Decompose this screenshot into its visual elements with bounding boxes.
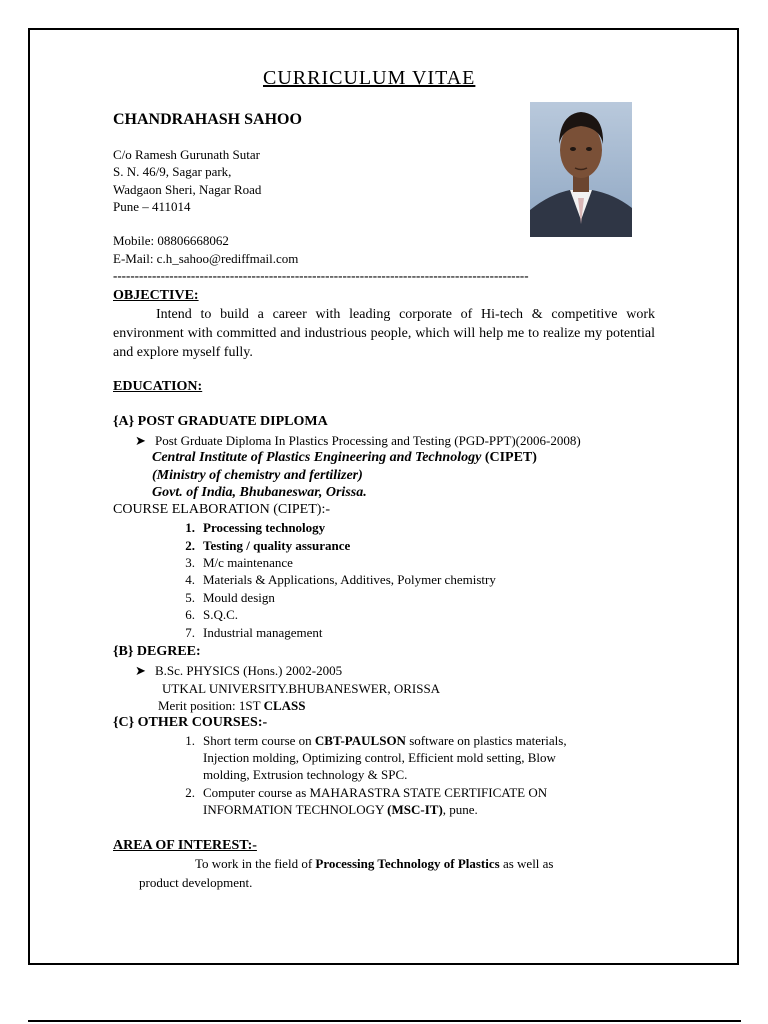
page-title: CURRICULUM VITAE (263, 67, 476, 89)
course-heading: COURSE ELABORATION (CIPET):- (113, 502, 330, 517)
degree-heading: {B} DEGREE: (113, 644, 201, 659)
course-item-number: 1. (185, 733, 195, 748)
pgd-institute (152, 451, 537, 465)
interest-text-line2: product development. (139, 875, 253, 890)
arrow-bullet-icon: ➤ (135, 663, 146, 678)
other-course-text: , pune. (442, 802, 478, 817)
address-line: C/o Ramesh Gurunath Sutar (113, 147, 260, 162)
separator-line: ------------------------------------------------------------------------------------------------ (113, 269, 529, 282)
degree-item-text: B.Sc. PHYSICS (Hons.) 2002-2005 (155, 663, 343, 678)
pgd-govt: Govt. of India, Bhubaneswar, Orissa. (152, 485, 367, 500)
other-course-item (181, 734, 567, 747)
other-course-text: Computer course as MAHARASTRA STATE CERTIFICATE ON (203, 785, 548, 800)
other-course-text: INFORMATION TECHNOLOGY (203, 802, 384, 817)
course-item-text: Mould design (203, 590, 275, 605)
merit-class: CLASS (263, 698, 306, 713)
education-heading: EDUCATION: (113, 379, 203, 394)
other-course-line (203, 803, 478, 816)
course-item-number: 2. (185, 538, 195, 553)
course-item (181, 626, 323, 639)
course-item-number: 4. (185, 572, 195, 587)
email-address: E-Mail: c.h_sahoo@rediffmail.com (113, 251, 299, 266)
course-item-number: 6. (185, 607, 195, 622)
course-item-text: S.Q.C. (203, 607, 239, 622)
interest-heading: AREA OF INTEREST:- (113, 838, 257, 853)
merit-label: Merit position: 1ST (158, 698, 261, 713)
other-course-line: Injection molding, Optimizing control, Efficient mold setting, Blow (203, 750, 556, 765)
other-course-text: Short term course on (203, 733, 312, 748)
arrow-bullet-icon: ➤ (135, 433, 146, 448)
other-course-text: software on plastics materials, (409, 733, 567, 748)
course-item (181, 539, 350, 552)
other-courses-heading: {C} OTHER COURSES:- (113, 715, 268, 730)
interest-text (195, 857, 554, 870)
degree-merit (158, 699, 306, 712)
other-course-line: molding, Extrusion technology & SPC. (203, 767, 408, 782)
pgd-ministry: (Ministry of chemistry and fertilizer) (152, 468, 363, 483)
course-item-text: Materials & Applications, Additives, Polymer chemistry (203, 572, 496, 587)
other-course-bold: CBT-PAULSON (314, 733, 406, 748)
interest-text-part: To work in the field of (195, 856, 313, 871)
pgd-heading: {A} POST GRADUATE DIPLOMA (113, 414, 328, 429)
course-item-text: Processing technology (203, 520, 326, 535)
degree-item (135, 664, 342, 677)
objective-text: Intend to build a career with leading corporate of Hi-tech & competitive work environment with committed and industrious people, which will help me to realize my potential and explore myself fully. (113, 307, 655, 360)
course-item-text: M/c maintenance (203, 555, 293, 570)
other-course-item (181, 786, 547, 799)
course-item (181, 556, 293, 569)
interest-text-bold: Processing Technology of Plastics (315, 856, 500, 871)
address-line: S. N. 46/9, Sagar park, (113, 164, 232, 179)
mobile-number: Mobile: 08806668062 (113, 233, 229, 248)
course-item-number: 5. (185, 590, 195, 605)
pgd-item (135, 434, 581, 447)
course-item-number: 7. (185, 625, 195, 640)
other-course-bold: (MSC-IT) (387, 802, 443, 817)
institute-name: Central Institute of Plastics Engineering and Technology (152, 450, 482, 465)
course-item (181, 591, 275, 604)
address-line: Pune – 411014 (113, 199, 191, 214)
objective-heading: OBJECTIVE: (113, 288, 199, 303)
course-item (181, 521, 325, 534)
course-item-number: 1. (185, 520, 195, 535)
course-item-text: Industrial management (203, 625, 323, 640)
degree-university: UTKAL UNIVERSITY.BHUBANESWER, ORISSA (162, 681, 441, 696)
address-line: Wadgaon Sheri, Nagar Road (113, 182, 262, 197)
course-item-number: 2. (185, 785, 195, 800)
course-item-number: 3. (185, 555, 195, 570)
institute-abbr: (CIPET) (484, 450, 537, 465)
candidate-name: CHANDRAHASH SAHOO (113, 111, 302, 128)
page-bottom-rule (28, 1020, 741, 1022)
candidate-photo (530, 102, 632, 237)
course-item-text: Testing / quality assurance (203, 538, 351, 553)
interest-text-part: as well as (502, 856, 554, 871)
course-item (181, 573, 496, 586)
course-item (181, 608, 238, 621)
pgd-item-text: Post Grduate Diploma In Plastics Processing and Testing (PGD-PPT)(2006-2008) (155, 433, 581, 448)
